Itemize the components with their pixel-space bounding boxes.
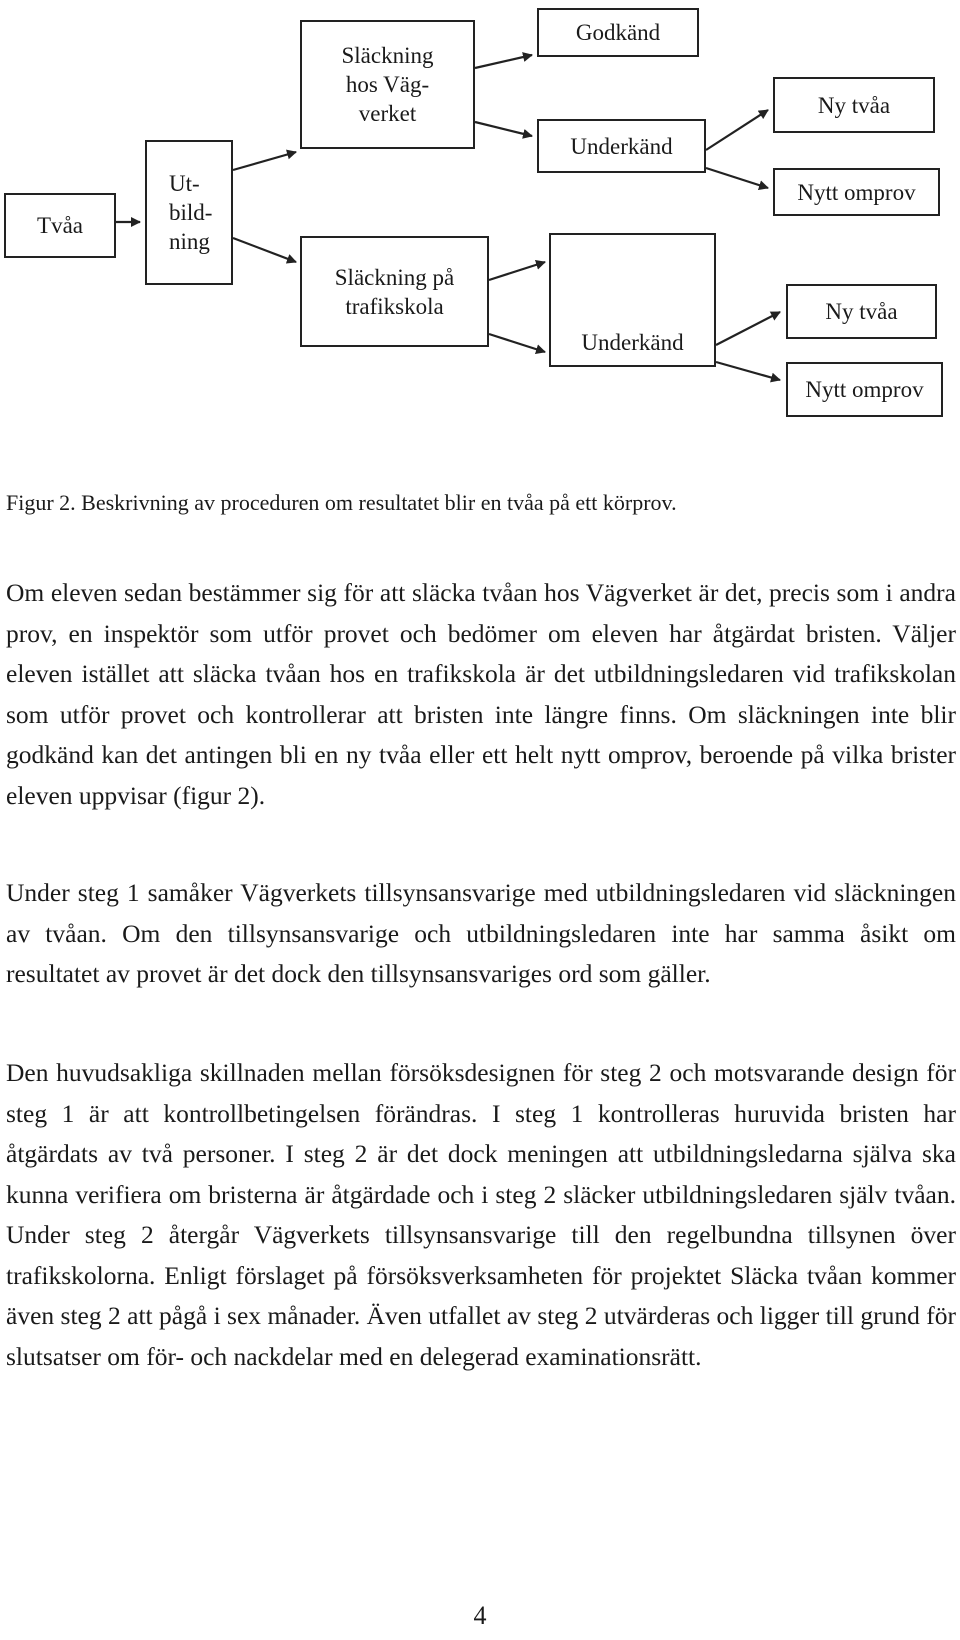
node-vagverket-nytt-omprov: Nytt omprov	[773, 168, 940, 216]
node-slackning-vagverket: Släckning hos Väg- verket	[300, 20, 475, 149]
page-number: 4	[473, 1601, 487, 1630]
node-vagverket-ny-tvaa: Ny tvåa	[773, 77, 935, 133]
body-paragraph: Den huvudsakliga skillnaden mellan försöksdesignen för steg 2 och motsvarande design för steg 1 är att kontrollbetingelsen förändras. I steg 1 kontrolleras huruvida bristen har åtgärdats av två personer. I steg 2 är det dock meningen att utbildningsledarna själva ska kunna verifiera om bristerna är åtgärdade och i steg 2 släcker utbildningsledaren själv tvåan. Under steg 2 återgår Vägverkets tillsynsansvarige till den regelbundna tillsynen över trafikskolorna. Enligt förslaget på försöksverksamheten för projektet Släcka tvåan kommer även steg 2 att pågå i sex månader. Även utfallet av steg 2 utvärderas och ligger till grund för slutsatser om för- och nackdelar med en delegerad examinationsrätt.	[6, 1058, 956, 1371]
figure-caption: Figur 2. Beskrivning av proceduren om resultatet blir en tvåa på ett körprov.	[6, 490, 677, 515]
flow-diagram	[0, 0, 960, 440]
arrow-underkand2-to-nytt-omprov	[716, 362, 780, 380]
node-trafikskola-underkand: Underkänd	[549, 233, 716, 367]
body-paragraph: Under steg 1 samåker Vägverkets tillsynsansvarige med utbildningsledaren vid släckningen av tvåan. Om den tillsynsansvarige och utbildningsledaren inte har samma åsikt om resultatet av provet är det dock den tillsynsansvariges ord som gäller.	[6, 878, 956, 988]
arrow-vagverket-to-godkand	[475, 55, 532, 68]
arrow-trafikskola-to-underkand	[489, 334, 545, 352]
arrow-underkand-to-ny-tvaa	[706, 110, 768, 150]
node-vagverket-underkand: Underkänd	[537, 119, 706, 173]
node-trafikskola-nytt-omprov: Nytt omprov	[786, 362, 943, 417]
node-slackning-trafikskola: Släckning på trafikskola	[300, 236, 489, 347]
arrow-underkand-to-nytt-omprov	[706, 168, 768, 188]
body-paragraph: Om eleven sedan bestämmer sig för att släcka tvåan hos Vägverket är det, precis som i andra prov, en inspektör som utför provet och bedömer om eleven har åtgärdat bristen. Väljer eleven istället att släcka tvåan hos en trafikskola är det utbildningsledaren vid trafikskolan som utför provet och kontrollerar att bristen inte längre finns. Om släckningen inte blir godkänd kan det antingen bli en ny tvåa eller ett helt nytt omprov, beroende på vilka brister eleven uppvisar (figur 2).	[6, 578, 956, 810]
arrow-utbildning-to-trafikskola	[233, 238, 296, 262]
node-trafikskola-ny-tvaa: Ny tvåa	[786, 284, 937, 339]
arrow-underkand2-to-ny-tvaa	[716, 312, 780, 345]
arrow-vagverket-to-underkand	[475, 122, 532, 136]
node-tvaa: Tvåa	[4, 193, 116, 258]
arrow-utbildning-to-vagverket	[233, 152, 296, 170]
node-utbildning: Ut- bild- ning	[145, 140, 233, 285]
node-vagverket-godkand: Godkänd	[537, 8, 699, 57]
arrow-trafikskola-to-godkand	[489, 262, 545, 280]
